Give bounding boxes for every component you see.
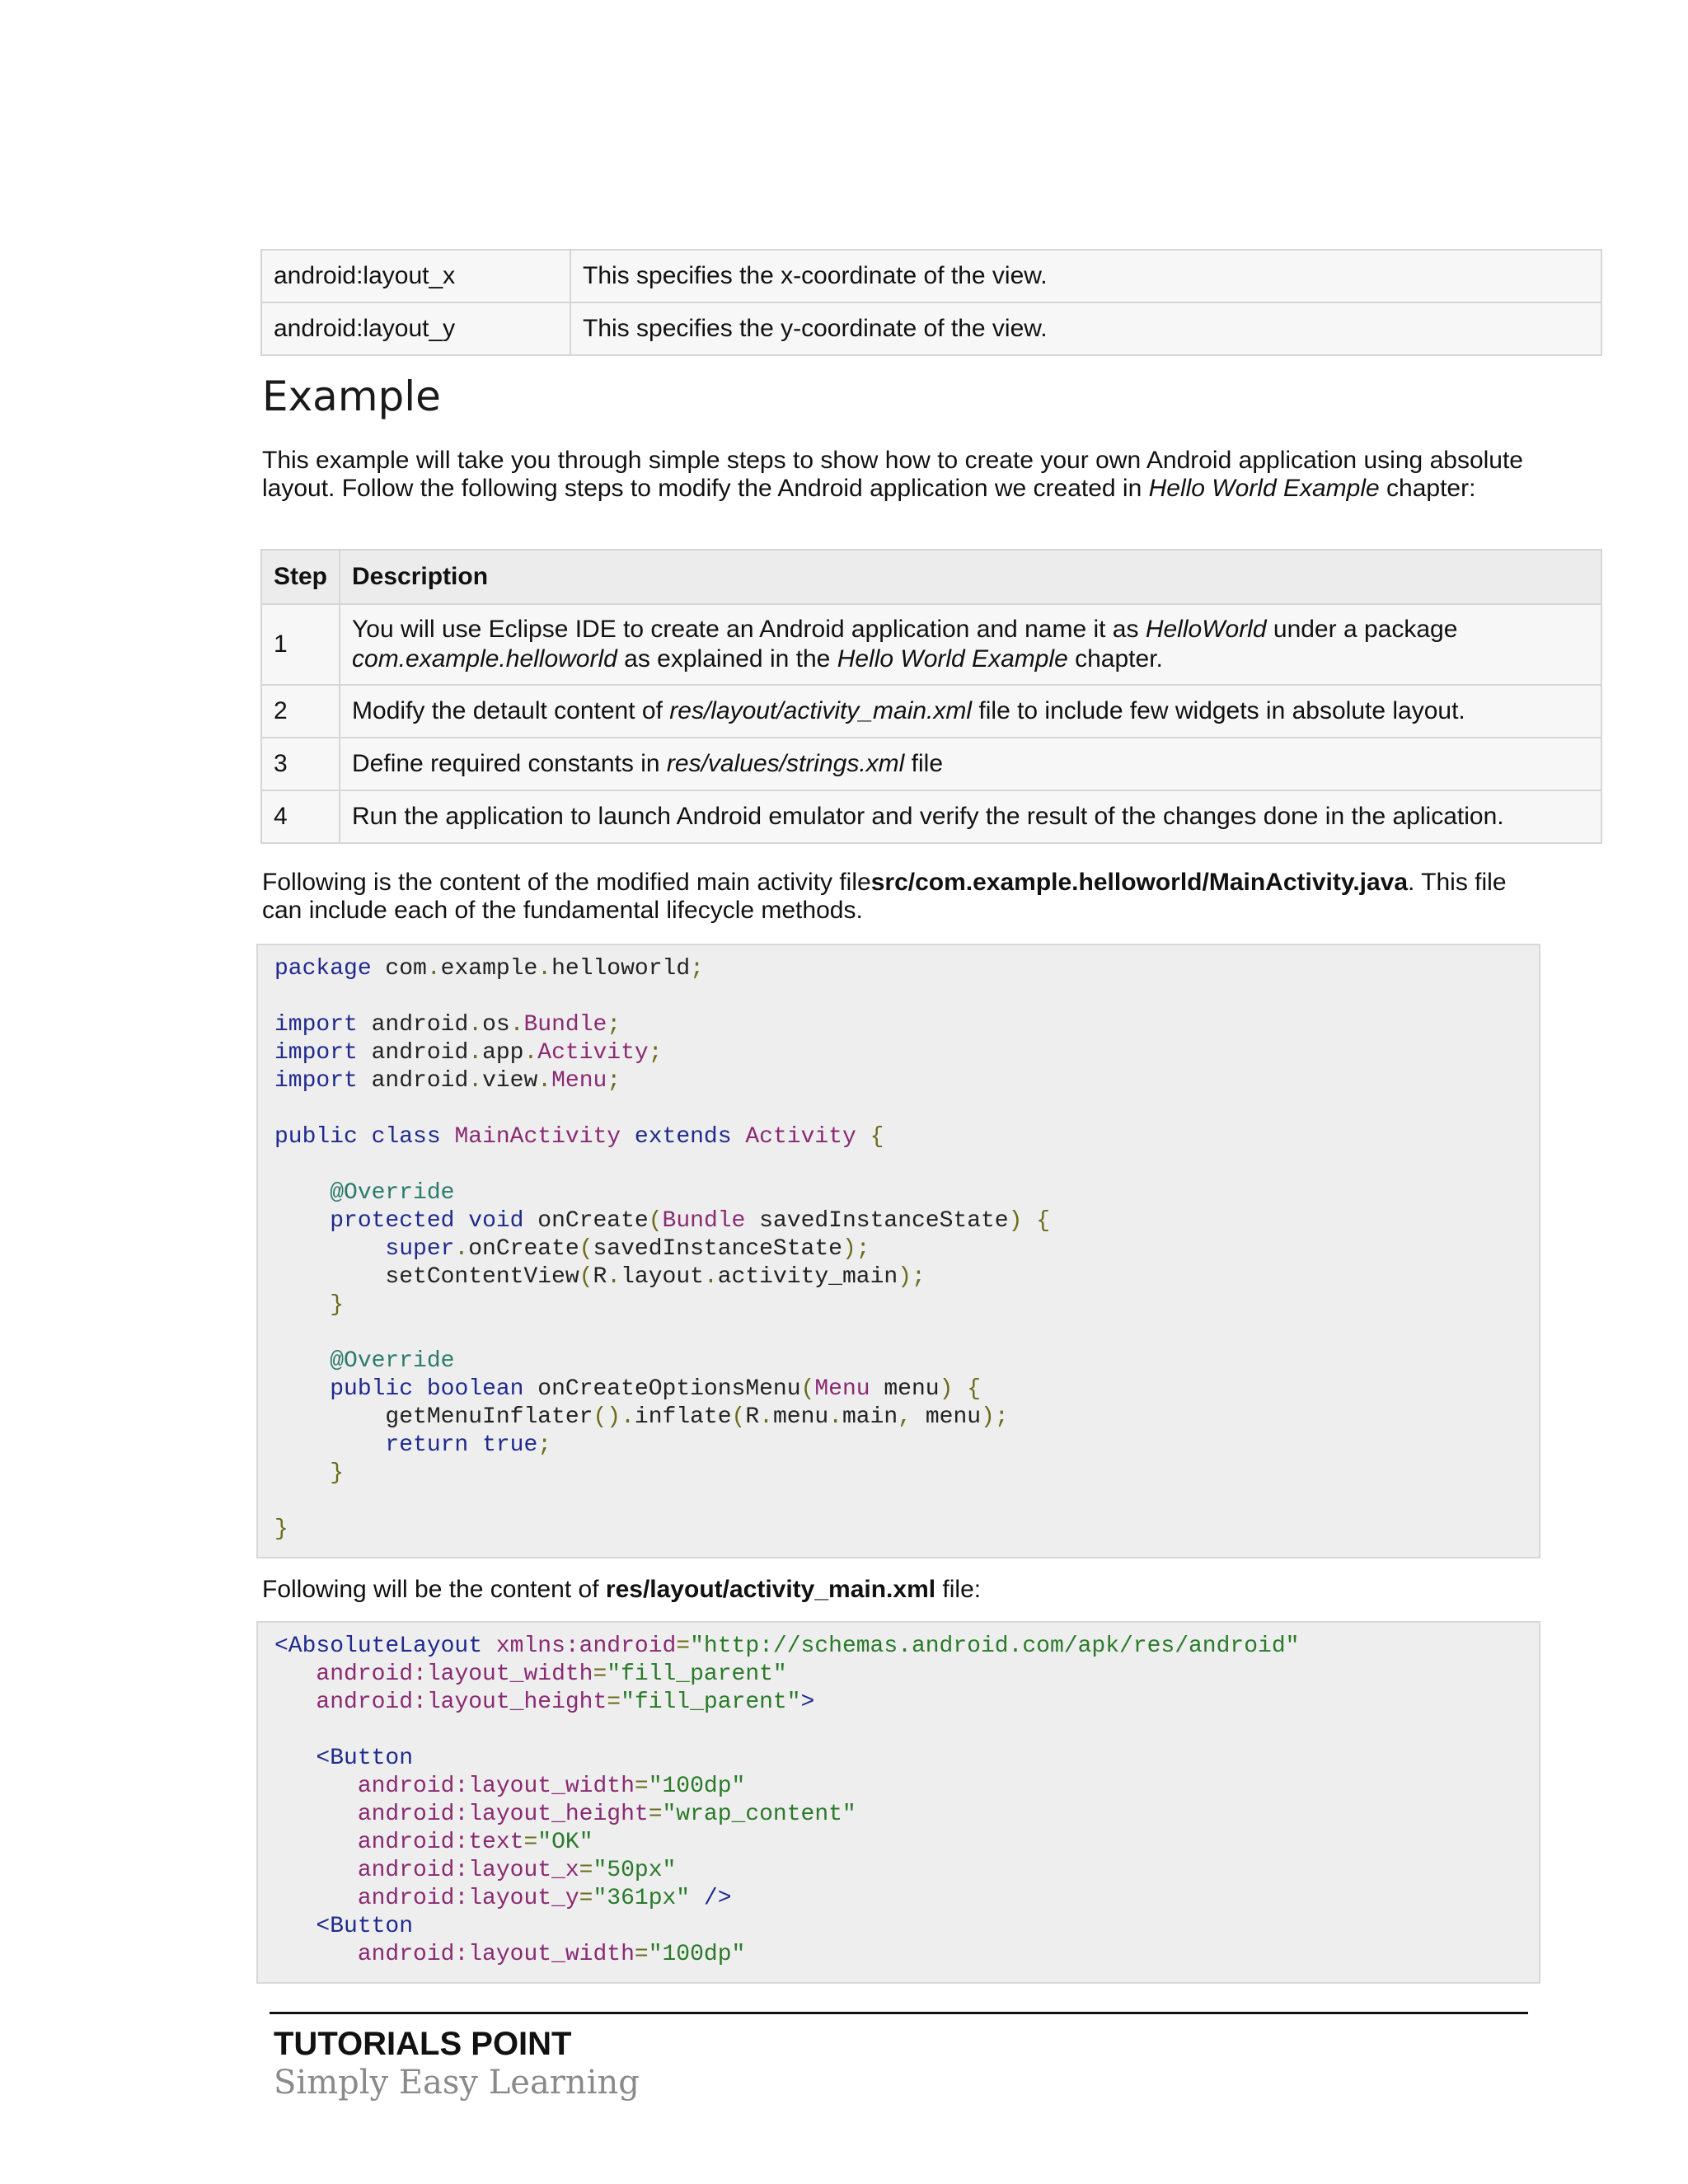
code-line: getMenuInflater().inflate(R.menu.main, menu); bbox=[274, 1404, 1009, 1430]
table-row bbox=[261, 790, 1601, 843]
code-line bbox=[274, 1488, 1539, 1516]
code-line: android:text="OK" bbox=[357, 1830, 593, 1855]
code-line: return true; bbox=[385, 1432, 552, 1458]
table-header-row bbox=[261, 550, 1601, 604]
intro-text: This example will take you through simple steps to show how to create your own Android application using absolute layout. Follow the following steps to modify the Android application we created in bbox=[262, 447, 1523, 502]
code-line: super.onCreate(savedInstanceState); bbox=[385, 1236, 870, 1262]
code-line: <Button bbox=[316, 1914, 414, 1939]
code-line: import android.view.Menu; bbox=[274, 1068, 621, 1094]
code-line: <Button bbox=[316, 1746, 414, 1771]
code-line: android:layout_width="100dp" bbox=[357, 1774, 746, 1799]
code-line: android:layout_height="fill_parent"> bbox=[316, 1690, 815, 1715]
intro-end: chapter: bbox=[1379, 475, 1476, 502]
java-code-block bbox=[256, 944, 1540, 1558]
step-text: Define required constants in bbox=[352, 750, 667, 777]
code-line: package com.example.helloworld; bbox=[274, 956, 704, 982]
attributes-table bbox=[260, 249, 1602, 356]
code-line bbox=[274, 1717, 1539, 1745]
code-line: setContentView(R.layout.activity_main); bbox=[274, 1264, 926, 1290]
table-row bbox=[261, 604, 1601, 685]
code-line: android:layout_width="100dp" bbox=[357, 1942, 746, 1967]
code-line: public boolean onCreateOptionsMenu(Menu menu) { bbox=[330, 1376, 982, 1402]
step-number: 3 bbox=[261, 738, 340, 790]
attribute-name: android:layout_x bbox=[261, 250, 570, 302]
steps-table bbox=[260, 549, 1602, 844]
paragraph-text: file: bbox=[935, 1576, 982, 1603]
code-line bbox=[274, 1319, 1539, 1347]
code-line: import android.os.Bundle; bbox=[274, 1012, 621, 1038]
step-description bbox=[340, 738, 1601, 790]
attribute-description: This specifies the y-coordinate of the view. bbox=[570, 302, 1601, 355]
code-line: } bbox=[330, 1292, 345, 1318]
layout-paragraph bbox=[262, 1576, 1523, 1604]
intro-paragraph bbox=[262, 447, 1523, 503]
step-number: 2 bbox=[261, 685, 340, 738]
code-line bbox=[274, 1095, 1539, 1123]
xml-code-block bbox=[256, 1621, 1540, 1984]
code-line: } bbox=[330, 1460, 345, 1486]
code-line: android:layout_width="fill_parent" bbox=[316, 1661, 787, 1687]
step-text: file bbox=[904, 750, 944, 777]
step-description bbox=[340, 604, 1601, 685]
column-header-description: Description bbox=[340, 550, 1601, 604]
table-row bbox=[261, 250, 1601, 302]
column-header-step: Step bbox=[261, 550, 340, 604]
file-path: src/com.example.helloworld/MainActivity.java bbox=[870, 869, 1409, 896]
code-line: android:layout_height="wrap_content" bbox=[357, 1802, 856, 1827]
step-emphasis: HelloWorld bbox=[1145, 616, 1267, 643]
code-line: android:layout_x="50px" bbox=[357, 1858, 677, 1883]
code-line: <AbsoluteLayout xmlns:android="http://schemas.android.com/apk/res/android" bbox=[274, 1633, 1300, 1659]
paragraph-text: Following is the content of the modified main activity file bbox=[262, 869, 871, 896]
footer-brand: TUTORIALS POINT bbox=[274, 2026, 572, 2062]
intro-link-text: Hello World Example bbox=[1148, 475, 1380, 502]
footer-tagline: Simply Easy Learning bbox=[274, 2064, 640, 2102]
code-line bbox=[274, 1151, 1539, 1179]
step-description bbox=[340, 685, 1601, 738]
paragraph-text: Following will be the content of bbox=[262, 1576, 606, 1603]
step-number: 4 bbox=[261, 790, 340, 843]
step-emphasis: com.example.helloworld bbox=[352, 645, 617, 673]
step-emphasis: res/values/strings.xml bbox=[666, 750, 905, 777]
attribute-name: android:layout_y bbox=[261, 302, 570, 355]
code-line bbox=[274, 983, 1539, 1011]
code-line: } bbox=[274, 1516, 288, 1542]
step-text: chapter. bbox=[1067, 645, 1163, 673]
footer-divider bbox=[270, 2012, 1528, 2014]
step-text: file to include few widgets in absolute layout. bbox=[972, 697, 1465, 724]
section-heading: Example bbox=[262, 373, 441, 420]
step-text: as explained in the bbox=[617, 645, 837, 673]
code-line: protected void onCreate(Bundle savedInstanceState) { bbox=[330, 1208, 1051, 1234]
code-line: @Override bbox=[330, 1180, 455, 1206]
code-line: public class MainActivity extends Activity { bbox=[274, 1124, 884, 1150]
file-path: res/layout/activity_main.xml bbox=[605, 1576, 936, 1603]
step-text: Modify the detault content of bbox=[352, 697, 670, 724]
table-row bbox=[261, 302, 1601, 355]
code-line: android:layout_y="361px" /> bbox=[357, 1886, 732, 1911]
step-description: Run the application to launch Android emulator and verify the result of the changes done in the aplication. bbox=[340, 790, 1601, 843]
step-emphasis: Hello World Example bbox=[837, 645, 1068, 673]
step-emphasis: res/layout/activity_main.xml bbox=[669, 697, 973, 724]
attribute-description: This specifies the x-coordinate of the view. bbox=[570, 250, 1601, 302]
step-text: You will use Eclipse IDE to create an Android application and name it as bbox=[352, 616, 1146, 643]
step-number: 1 bbox=[261, 604, 340, 685]
main-activity-paragraph bbox=[262, 869, 1523, 925]
step-text: under a package bbox=[1266, 616, 1458, 643]
code-line: @Override bbox=[330, 1348, 455, 1374]
code-line: import android.app.Activity; bbox=[274, 1040, 663, 1066]
paragraph-text: . This file can include each of the fundamental lifecycle methods. bbox=[262, 869, 1507, 924]
table-row bbox=[261, 685, 1601, 738]
table-row bbox=[261, 738, 1601, 790]
